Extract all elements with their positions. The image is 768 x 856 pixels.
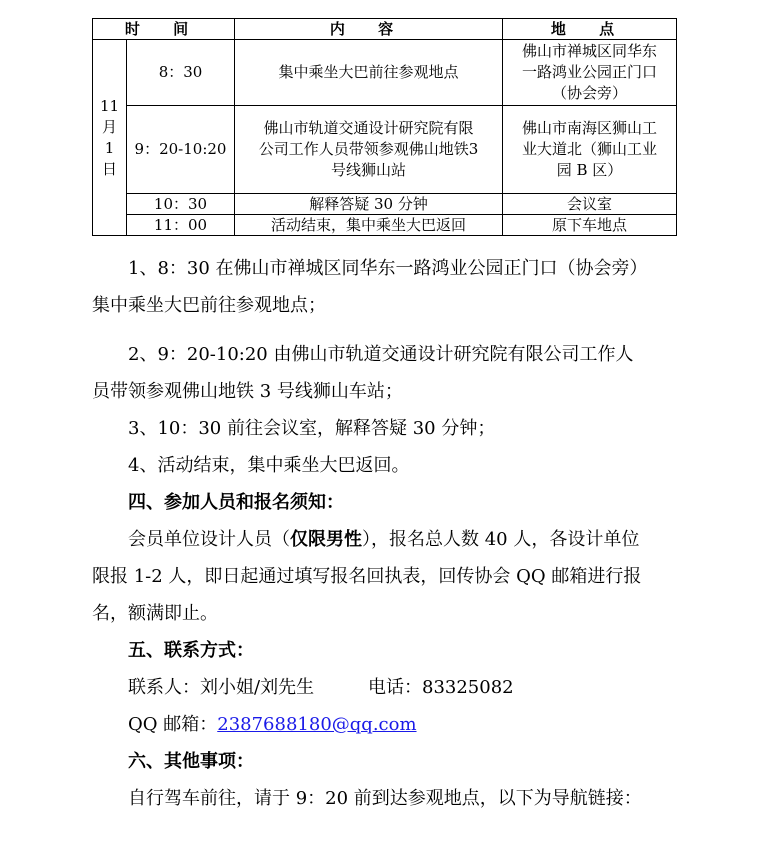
- header-content: 内 容: [235, 19, 503, 40]
- contact-row: [92, 669, 686, 706]
- time-cell: 10：30: [127, 194, 235, 215]
- contact-phone: 电话：83325082: [368, 677, 514, 698]
- table-row: [93, 40, 677, 106]
- qq-email-link[interactable]: 2387688180@qq.com: [217, 714, 417, 735]
- date-line: 月: [101, 117, 117, 136]
- place-line: 业大道北（狮山工业: [522, 140, 658, 158]
- section-6-heading: 六、其他事项：: [128, 751, 254, 772]
- place-cell: [503, 40, 677, 106]
- content-cell: [235, 106, 503, 194]
- contact-person: 联系人：刘小姐/刘先生: [128, 677, 315, 698]
- place-line: （协会旁）: [552, 84, 628, 102]
- schedule-table: [92, 18, 677, 236]
- section-5-heading: 五、联系方式：: [128, 640, 254, 661]
- step-1-line-2: 集中乘坐大巴前往参观地点；: [92, 295, 326, 316]
- section-6-line-1: 自行驾车前往，请于 9：20 前到达参观地点，以下为导航链接：: [128, 788, 642, 809]
- qq-email-label: QQ 邮箱：: [128, 714, 218, 735]
- table-row: [93, 194, 677, 215]
- step-1-line-1: 1、8：30 在佛山市禅城区同华东一路鸿业公园正门口（协会旁）: [128, 258, 648, 279]
- table-row: [93, 106, 677, 194]
- male-only-note: 仅限男性: [290, 529, 362, 550]
- section-4-text-b: ），报名总人数 40 人，各设计单位: [362, 529, 640, 550]
- step-2-line-1: 2、9：20-10:20 由佛山市轨道交通设计研究院有限公司工作人: [128, 344, 634, 365]
- place-line: 园 B 区）: [556, 161, 623, 179]
- step-3: 3、10：30 前往会议室，解释答疑 30 分钟；: [128, 418, 496, 439]
- section-4-heading: 四、参加人员和报名须知：: [128, 492, 344, 513]
- section-4-line-1: [92, 521, 686, 558]
- content-cell: 集中乘坐大巴前往参观地点: [235, 40, 503, 106]
- table-header-row: [93, 19, 677, 40]
- section-4-line-2: 限报 1-2 人，即日起通过填写报名回执表，回传协会 QQ 邮箱进行报: [92, 566, 642, 587]
- place-line: 一路鸿业公园正门口: [522, 63, 658, 81]
- date-cell: [93, 40, 127, 236]
- table-row: [93, 215, 677, 236]
- step-4: 4、活动结束，集中乘坐大巴返回。: [128, 455, 410, 476]
- place-cell: [503, 106, 677, 194]
- qq-email-line: [92, 706, 686, 743]
- place-line: 佛山市南海区狮山工: [522, 119, 658, 137]
- date-line: 日: [101, 159, 117, 178]
- header-time: 时 间: [93, 19, 235, 40]
- content-line: 号线狮山站: [331, 161, 407, 179]
- time-cell: 8：30: [127, 40, 235, 106]
- content-line: 公司工作人员带领参观佛山地铁3: [258, 140, 479, 158]
- content-cell: 解释答疑 30 分钟: [235, 194, 503, 215]
- place-line: 佛山市禅城区同华东: [522, 42, 658, 60]
- time-cell: 9：20-10:20: [127, 106, 235, 194]
- date-line: 1: [104, 138, 115, 157]
- place-cell: 原下车地点: [503, 215, 677, 236]
- time-cell: 11：00: [127, 215, 235, 236]
- header-place: 地 点: [503, 19, 677, 40]
- section-4-line-3: 名，额满即止。: [92, 603, 218, 624]
- step-2-line-2: 员带领参观佛山地铁 3 号线狮山车站；: [92, 381, 403, 402]
- place-cell: 会议室: [503, 194, 677, 215]
- section-4-text-a: 会员单位设计人员（: [128, 529, 290, 550]
- content-line: 佛山市轨道交通设计研究院有限: [263, 119, 474, 137]
- date-line: 11: [99, 96, 120, 115]
- document-body: [92, 250, 686, 817]
- content-cell: 活动结束，集中乘坐大巴返回: [235, 215, 503, 236]
